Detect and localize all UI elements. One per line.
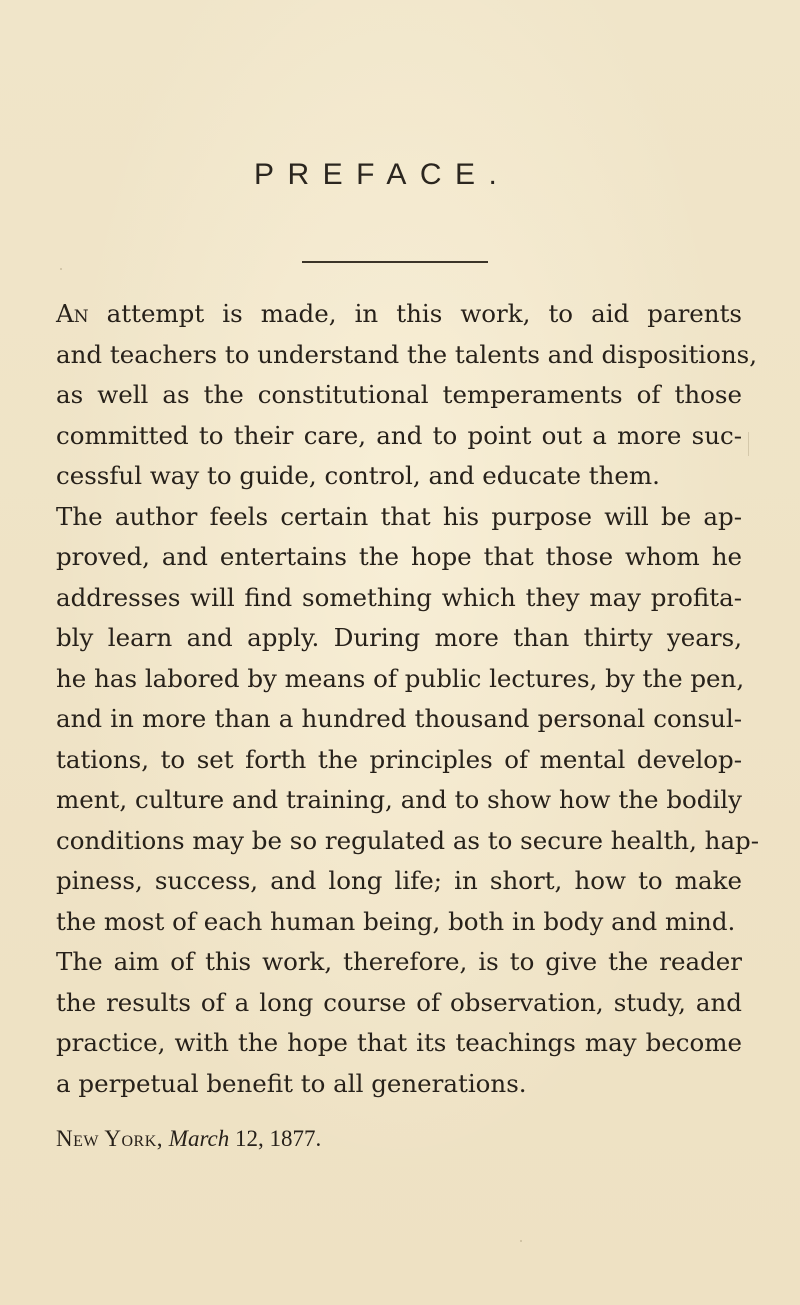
paper-speck: [520, 1240, 522, 1242]
preface-body: [56, 294, 760, 1104]
text-line: ment, culture and training, and to show how the bodily: [56, 785, 742, 814]
text-line: the most of each human being, both in body and mind.: [56, 906, 736, 936]
text-line: practice, with the hope that its teachings may become: [56, 1028, 742, 1057]
text-line: conditions may be so regulated as to secure health, hap-: [56, 825, 760, 855]
title-divider: [302, 261, 488, 263]
lead-word: An: [56, 299, 89, 328]
text-line: a perpetual benefit to all generations.: [56, 1068, 527, 1098]
page-title: PREFACE.: [254, 158, 511, 191]
text-line: The aim of this work, therefore, is to give the reader: [56, 947, 742, 976]
signature-line: [56, 1126, 321, 1152]
text-line: as well as the constitutional temperaments of those: [56, 380, 742, 409]
text-line: cessful way to guide, control, and educate them.: [56, 461, 660, 490]
signature-date: 12, 1877.: [235, 1126, 322, 1151]
text-line: he has labored by means of public lectures, by the pen,: [56, 663, 745, 693]
text-line: committed to their care, and to point out a more suc-: [56, 420, 742, 450]
text-line: and in more than a hundred thousand personal consul-: [56, 704, 742, 733]
text-line: An attempt is made, in this work, to aid parents: [56, 299, 742, 328]
text-line: the results of a long course of observation, study, and: [56, 987, 742, 1017]
text-line: addresses will find something which they may profita-: [56, 582, 742, 612]
text-line: proved, and entertains the hope that those whom he: [56, 542, 742, 571]
text-line: bly learn and apply. During more than thirty years,: [56, 623, 742, 652]
signature-month: March: [168, 1126, 230, 1151]
paper-speck: [60, 268, 62, 270]
text-line: and teachers to understand the talents and dispositions,: [56, 339, 758, 369]
text-line: tations, to set forth the principles of mental develop-: [56, 744, 742, 774]
text-line: piness, success, and long life; in short, how to make: [56, 866, 742, 895]
text-line: The author feels certain that his purpose will be ap-: [56, 501, 742, 531]
signature-place: New York,: [56, 1126, 164, 1151]
paper-speck: [748, 432, 749, 456]
